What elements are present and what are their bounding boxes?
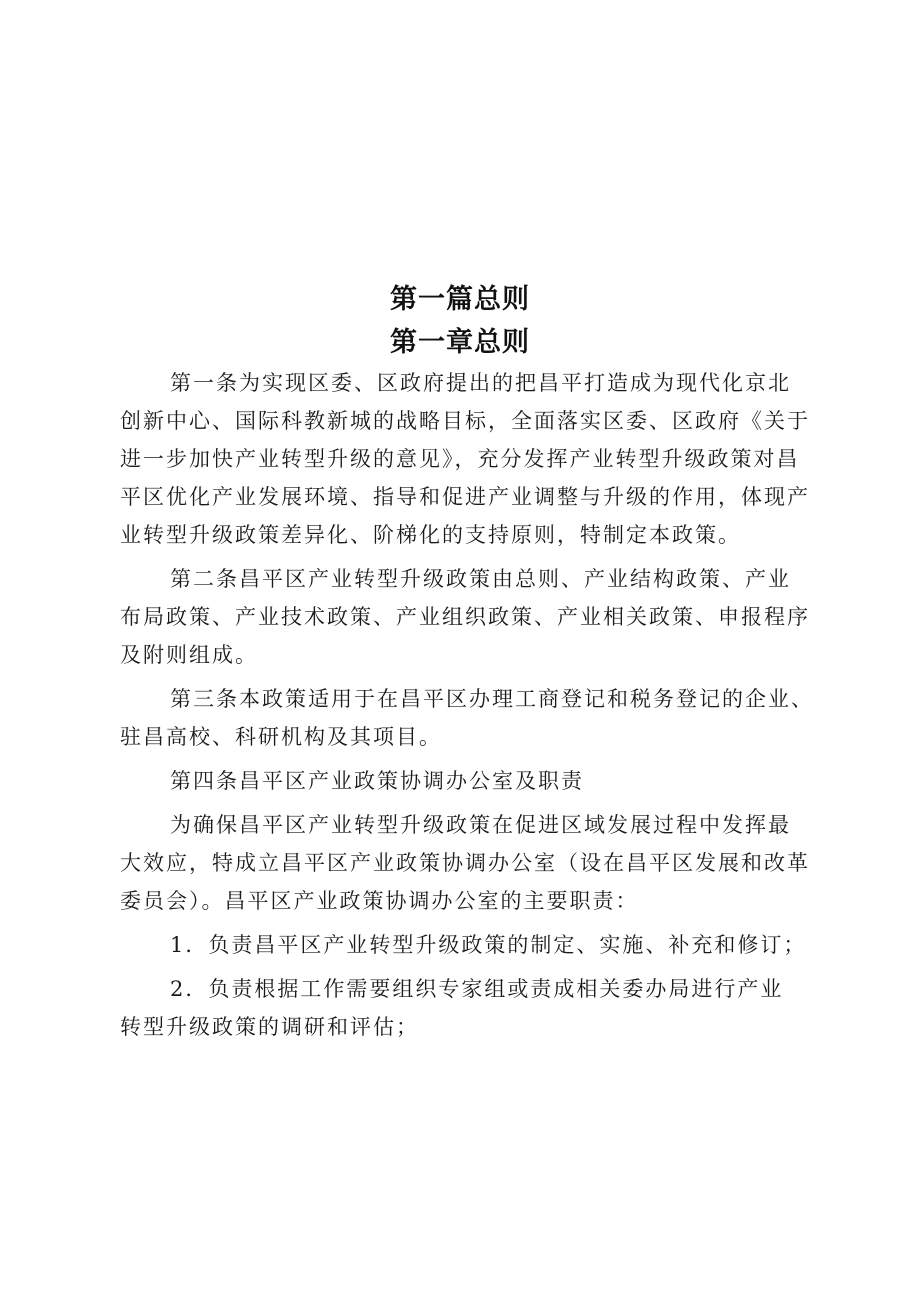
text-line: 平区优化产业发展环境、指导和促进产业调整与升级的作用，体现产	[120, 485, 810, 509]
text-line: 第四条昌平区产业政策协调办公室及职责	[170, 769, 584, 793]
text-line: 2．负责根据工作需要组织专家组或责成相关委办局进行产业	[170, 977, 784, 1001]
article-4-paragraph	[120, 806, 810, 920]
duty-item-2	[120, 970, 810, 1046]
chapter-title: 第一章总则	[390, 327, 530, 358]
text-line: 第一条为实现区委、区政府提出的把昌平打造成为现代化京北	[170, 371, 791, 395]
text-line: 第二条昌平区产业转型升级政策由总则、产业结构政策、产业	[170, 567, 791, 591]
text-line: 进一步加快产业转型升级的意见》，充分发挥产业转型升级政策对昌	[120, 447, 800, 471]
text-line: 委员会）。昌平区产业政策协调办公室的主要职责：	[120, 889, 639, 913]
document-body	[120, 364, 814, 1052]
text-line: 及附则组成。	[120, 643, 258, 667]
text-line: 业转型升级政策差异化、阶梯化的支持原则，特制定本政策。	[120, 523, 741, 547]
text-line: 布局政策、产业技术政策、产业组织政策、产业相关政策、申报程序	[120, 605, 810, 629]
text-line: 创新中心、国际科教新城的战略目标，全面落实区委、区政府《关于	[120, 409, 810, 433]
text-line: 为确保昌平区产业转型升级政策在促进区域发展过程中发挥最	[170, 813, 791, 837]
text-line: 第三条本政策适用于在昌平区办理工商登记和税务登记的企业、	[170, 687, 814, 711]
text-line: 1．负责昌平区产业转型升级政策的制定、实施、补充和修订；	[170, 933, 807, 957]
duty-item-1	[120, 926, 810, 964]
text-line: 大效应，特成立昌平区产业政策协调办公室（设在昌平区发展和改革	[120, 851, 810, 875]
part-title: 第一篇总则	[390, 284, 530, 315]
article-4-heading	[120, 762, 810, 800]
text-line: 驻昌高校、科研机构及其项目。	[120, 725, 442, 749]
text-line: 转型升级政策的调研和评估；	[120, 1015, 419, 1039]
article-1-paragraph	[120, 364, 810, 554]
article-2-paragraph	[120, 560, 810, 674]
article-3-paragraph	[120, 680, 814, 756]
